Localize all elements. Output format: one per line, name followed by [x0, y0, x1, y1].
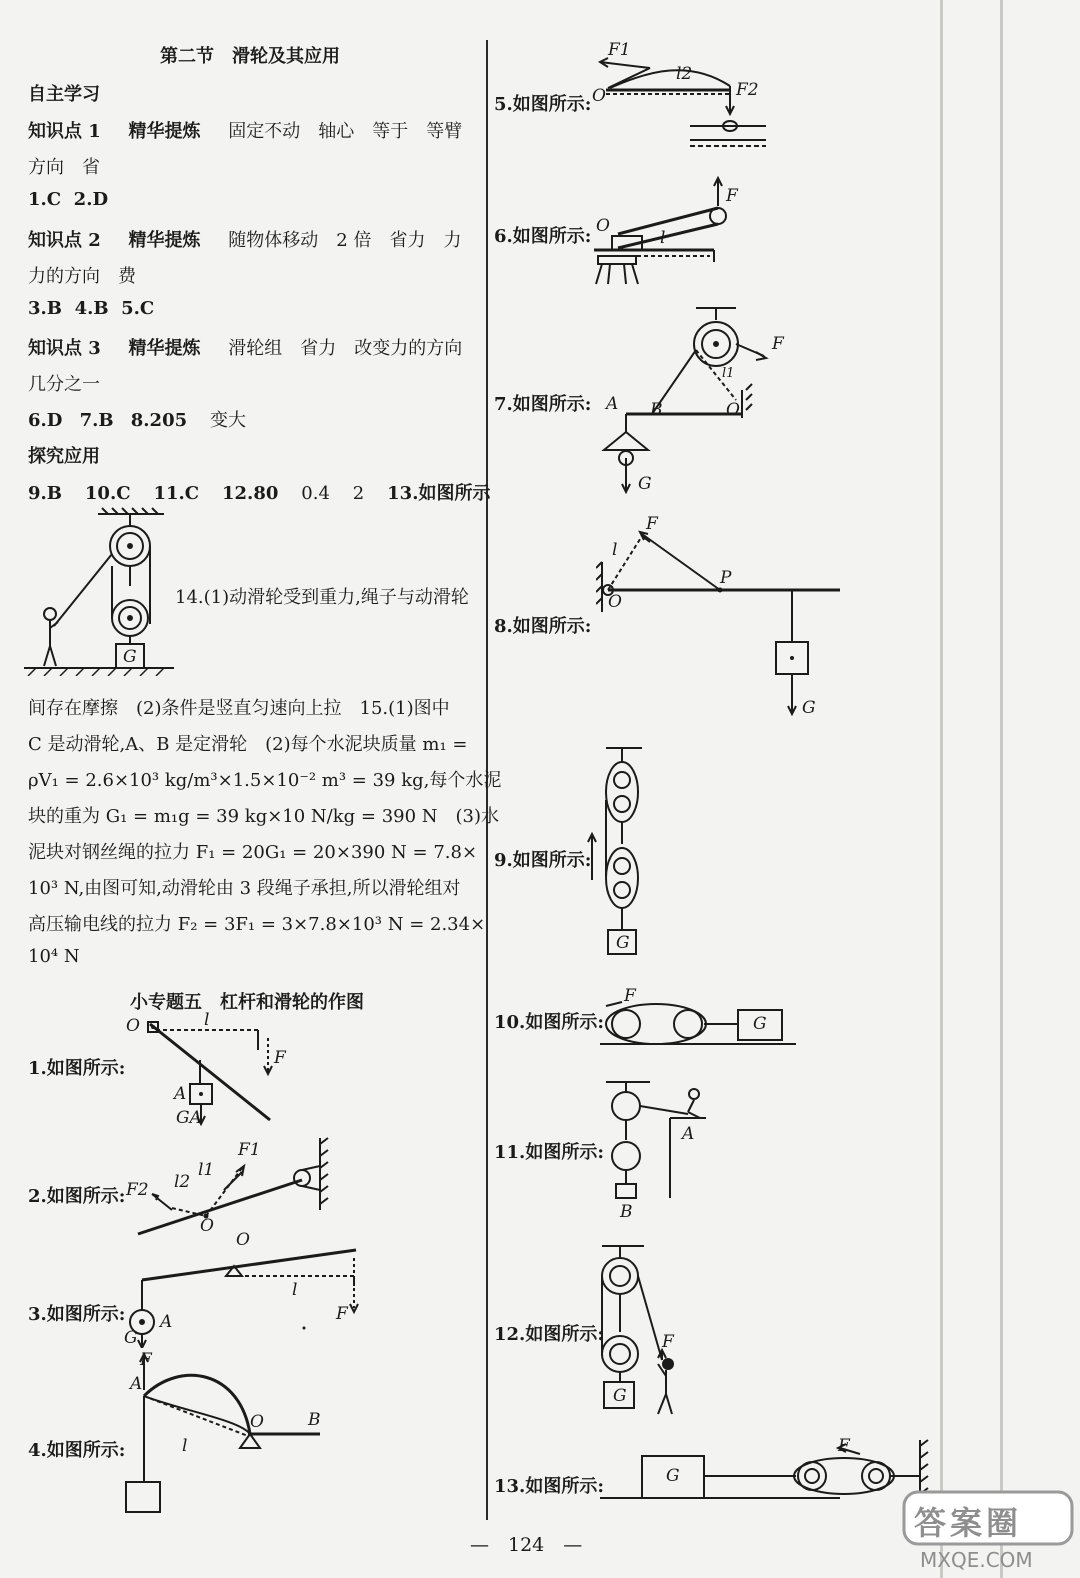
fig-label: G — [613, 1386, 627, 1406]
answers-3-5 — [28, 298, 154, 319]
fig-label: O — [726, 400, 740, 420]
fig-label: F — [646, 514, 658, 534]
fig-label: O — [250, 1412, 264, 1432]
page-number: — 124 — — [470, 1534, 583, 1556]
fig-label: A — [682, 1124, 695, 1144]
fig-label: F1 — [238, 1140, 261, 1160]
fig-label: F — [838, 1436, 850, 1456]
paragraph-line: 高压输电线的拉力 F₂ = 3F₁ = 3×7.8×10³ N = 2.34× — [28, 914, 486, 935]
answer: 4.B — [74, 298, 109, 319]
fig-label: O — [608, 592, 622, 612]
kp1-sub: 精华提炼 — [128, 121, 201, 142]
answer: 6.D — [28, 410, 63, 431]
figure-5 — [590, 40, 790, 155]
fig-label: A — [606, 394, 619, 414]
page-edge — [1000, 0, 1003, 1578]
answer: 0.4 — [301, 483, 330, 504]
kp2-sub: 精华提炼 — [128, 230, 201, 251]
figure-9 — [586, 740, 666, 960]
fig-label: l — [204, 1010, 210, 1030]
fig-label: F — [726, 186, 738, 206]
fig-label: G — [638, 474, 652, 494]
fig-label: l1 — [722, 366, 735, 381]
fig-label: G — [802, 698, 816, 718]
fig-label: F — [140, 1350, 152, 1370]
fig-label: G — [666, 1466, 680, 1486]
answers-9-13 — [28, 479, 490, 505]
figure-12 — [596, 1240, 696, 1440]
watermark-logo — [900, 1488, 1076, 1574]
kp3-text: 滑轮组 省力 改变力的方向 — [228, 338, 463, 359]
logo-text: 答案圈 — [914, 1504, 1023, 1542]
figure-4 — [120, 1350, 340, 1520]
fig-label: l — [660, 228, 666, 248]
self-study-heading: 自主学习 — [28, 84, 100, 105]
paragraph-line: 间存在摩擦 (2)条件是竖直匀速向上拉 15.(1)图中 — [28, 698, 450, 719]
kp3-label: 知识点 3 — [28, 338, 101, 359]
paragraph-line: 泥块对钢丝绳的拉力 F₁ = 20G₁ = 20×390 N = 7.8× — [28, 842, 478, 863]
q14-line1: 14.(1)动滑轮受到重力,绳子与动滑轮 — [175, 587, 469, 608]
fig-label: F — [274, 1048, 286, 1068]
question-label: 3.如图所示: — [28, 1304, 126, 1325]
figure-6 — [590, 176, 740, 286]
fig-label: G — [124, 1328, 138, 1348]
kp1-label: 知识点 1 — [28, 121, 101, 142]
kp1-text: 固定不动 轴心 等于 等臂 — [228, 121, 463, 142]
question-label: 8.如图所示: — [494, 616, 592, 637]
kp2-label: 知识点 2 — [28, 230, 101, 251]
fig-label: F — [336, 1304, 348, 1324]
answer: 13.如图所示 — [387, 483, 491, 504]
topic5-title: 小专题五 杠杆和滑轮的作图 — [130, 992, 364, 1013]
answers-6-8 — [28, 406, 246, 432]
question-label: 9.如图所示: — [494, 850, 592, 871]
fig-label: O — [200, 1216, 214, 1236]
kp2-text2: 力的方向 费 — [28, 266, 136, 287]
paragraph-line: 块的重为 G₁ = m₁g = 39 kg×10 N/kg = 390 N (3)水 — [28, 806, 500, 827]
answers-1-2 — [28, 189, 108, 210]
answer: 变大 — [210, 410, 247, 431]
fig-label: GA — [176, 1108, 202, 1128]
fig-label: B — [650, 400, 663, 420]
figure-3 — [124, 1228, 364, 1348]
figure-10 — [600, 986, 800, 1056]
paragraph-line: ρV₁ = 2.6×10³ kg/m³×1.5×10⁻² m³ = 39 kg,每个水泥 — [28, 770, 502, 791]
figure-13 — [600, 1436, 940, 1516]
fig-label: G — [753, 1014, 767, 1034]
fig-label: O — [596, 216, 610, 236]
fig-label: F — [662, 1332, 674, 1352]
figure-7 — [586, 300, 796, 500]
fig-label: l — [292, 1280, 298, 1300]
fig-label: F1 — [608, 40, 631, 60]
logo-url: MXQE.COM — [920, 1548, 1033, 1572]
kp1-line — [28, 117, 462, 143]
answer: 1.C — [28, 189, 62, 210]
answer: 10.C — [84, 483, 131, 504]
question-label: 13.如图所示: — [494, 1476, 604, 1497]
question-label: 6.如图所示: — [494, 226, 592, 247]
fig-label: G — [123, 647, 137, 667]
answer: 2 — [352, 483, 365, 504]
fig-label: O — [126, 1016, 140, 1036]
fig-label: l — [612, 540, 618, 560]
fig-label: l2 — [174, 1172, 191, 1192]
fig-label: F2 — [126, 1180, 149, 1200]
question-label: 10.如图所示: — [494, 1012, 604, 1033]
paragraph-line: C 是动滑轮,A、B 是定滑轮 (2)每个水泥块质量 m₁ = — [28, 734, 468, 755]
fig-label: F — [624, 986, 636, 1006]
fig-label: O — [236, 1230, 250, 1250]
kp3-line — [28, 334, 462, 360]
fig-label: A — [174, 1084, 187, 1104]
answer: 9.B — [28, 483, 63, 504]
fig-label: l2 — [676, 64, 693, 84]
kp1-text2: 方向 省 — [28, 157, 100, 178]
fig-label: l — [182, 1436, 188, 1456]
answer: 12.80 — [222, 483, 279, 504]
answer: 8.205 — [130, 410, 188, 431]
fig-label: l1 — [198, 1160, 215, 1180]
question-label: 2.如图所示: — [28, 1186, 126, 1207]
page-edge — [940, 0, 943, 1578]
fig-label: O — [592, 86, 606, 106]
question-label: 7.如图所示: — [494, 394, 592, 415]
kp3-sub: 精华提炼 — [128, 338, 201, 359]
kp2-text: 随物体移动 2 倍 省力 力 — [228, 230, 462, 251]
fig-label: P — [720, 568, 732, 588]
explore-heading: 探究应用 — [28, 446, 100, 467]
answer: 7.B — [79, 410, 114, 431]
answer: 5.C — [121, 298, 155, 319]
question-label: 1.如图所示: — [28, 1058, 126, 1079]
fig-label: F — [772, 334, 784, 354]
figure-8 — [596, 512, 856, 722]
question-label: 5.如图所示: — [494, 94, 592, 115]
fig-label: A — [160, 1312, 173, 1332]
fig-label: A — [130, 1374, 143, 1394]
figure-1 — [126, 1010, 290, 1130]
fig-label: B — [308, 1410, 321, 1430]
kp2-line — [28, 226, 461, 252]
paragraph-line: 10³ N,由图可知,动滑轮由 3 段绳子承担,所以滑轮组对 — [28, 878, 461, 899]
answer: 3.B — [28, 298, 63, 319]
figure-q13-left — [24, 506, 184, 676]
fig-label: B — [620, 1202, 633, 1222]
question-label: 4.如图所示: — [28, 1440, 126, 1461]
figure-11 — [596, 1076, 716, 1226]
section-title: 第二节 滑轮及其应用 — [160, 46, 340, 67]
question-label: 12.如图所示: — [494, 1324, 604, 1345]
answer: 11.C — [153, 483, 200, 504]
kp3-text2: 几分之一 — [28, 374, 100, 395]
question-label: 11.如图所示: — [494, 1142, 604, 1163]
answer: 2.D — [73, 189, 109, 210]
fig-label: F2 — [736, 80, 759, 100]
fig-label: G — [616, 933, 630, 953]
paragraph-line: 10⁴ N — [28, 946, 80, 967]
